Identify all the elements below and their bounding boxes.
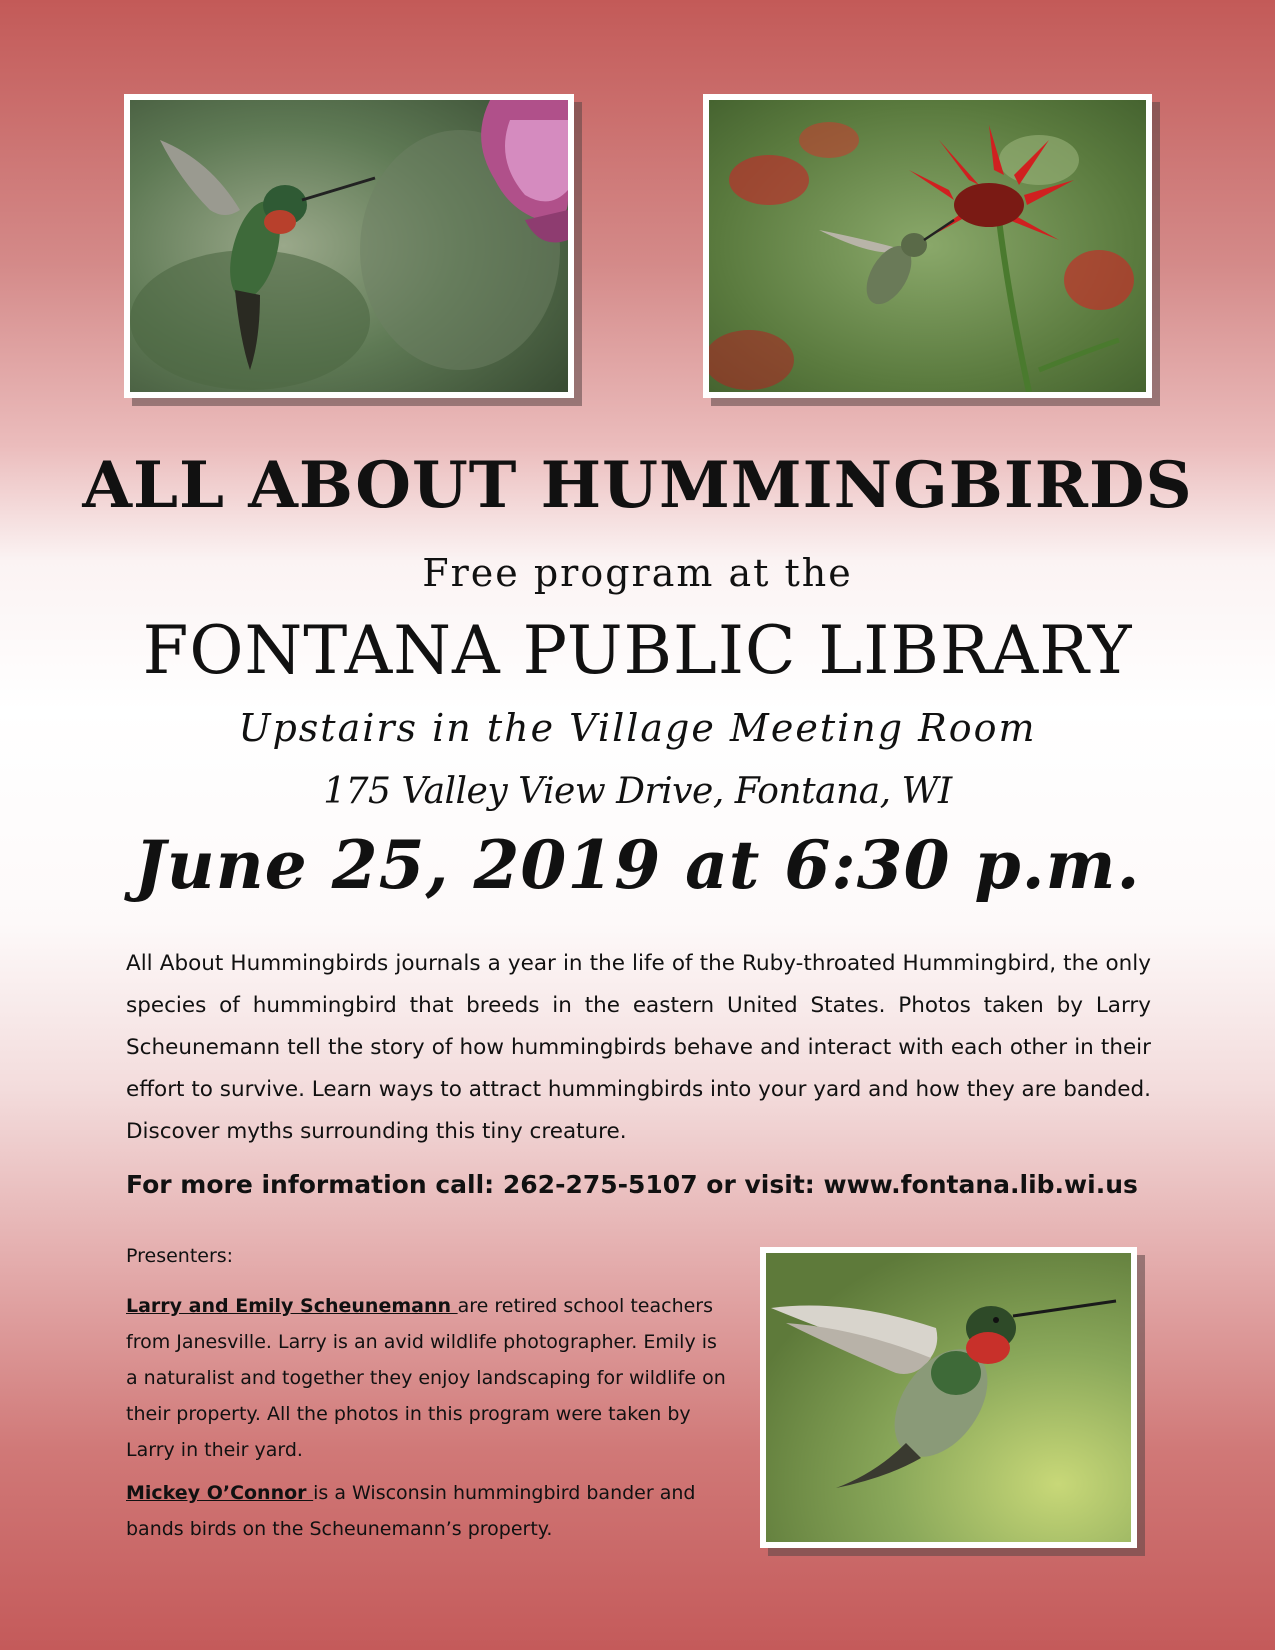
street-address: 175 Valley View Drive, Fontana, WI [323, 771, 952, 812]
presenter-bio: is a Wisconsin hummingbird bander and bands birds on the Scheunemann’s property. [126, 1482, 696, 1540]
contact-website[interactable]: www.fontana.lib.wi.us [823, 1170, 1138, 1199]
presenter-name: Mickey O’Connor [126, 1482, 314, 1504]
hummingbird-photo-2 [703, 94, 1152, 398]
presenter-name: Larry and Emily Scheunemann [126, 1295, 458, 1317]
library-name: FONTANA PUBLIC LIBRARY [142, 612, 1133, 689]
presenters-heading: Presenters: [126, 1245, 234, 1267]
contact-phone[interactable]: 262-275-5107 [502, 1170, 698, 1199]
contact-middle: or visit: [697, 1170, 824, 1199]
hummingbird-image [766, 1253, 1131, 1542]
presenter-bio: are retired school teachers from Janesville. Larry is an avid wildlife photographer. Emily is a naturalist and together they enjoy landscaping for wildlife on their property. All the photos in this program were taken by Larry in their yard. [126, 1295, 726, 1461]
event-title: ALL ABOUT HUMMINGBIRDS [82, 448, 1193, 523]
hummingbird-image [709, 100, 1146, 392]
hummingbird-photo-1 [124, 94, 574, 398]
hummingbird-photo-3 [760, 1247, 1137, 1548]
presenter-entry [126, 1288, 726, 1468]
event-description: All About Hummingbirds journals a year in the life of the Ruby-throated Hummingbird, the only species of hummingbird that breeds in the eastern United States. Photos taken by Larry Scheunemann tell the story of how hummingbirds behave and interact with each other in their effort to survive. Learn ways to attract hummingbirds into your yard and how they are banded. Discover myths surrounding this tiny creature. [126, 951, 1151, 1144]
contact-info [126, 1170, 1138, 1199]
room-location: Upstairs in the Village Meeting Room [238, 706, 1037, 750]
hummingbird-image [130, 100, 568, 392]
presenter-entry [126, 1475, 726, 1547]
event-subtitle: Free program at the [422, 551, 853, 595]
contact-prefix: For more information call: [126, 1170, 503, 1199]
event-datetime: June 25, 2019 at 6:30 p.m. [134, 826, 1141, 904]
